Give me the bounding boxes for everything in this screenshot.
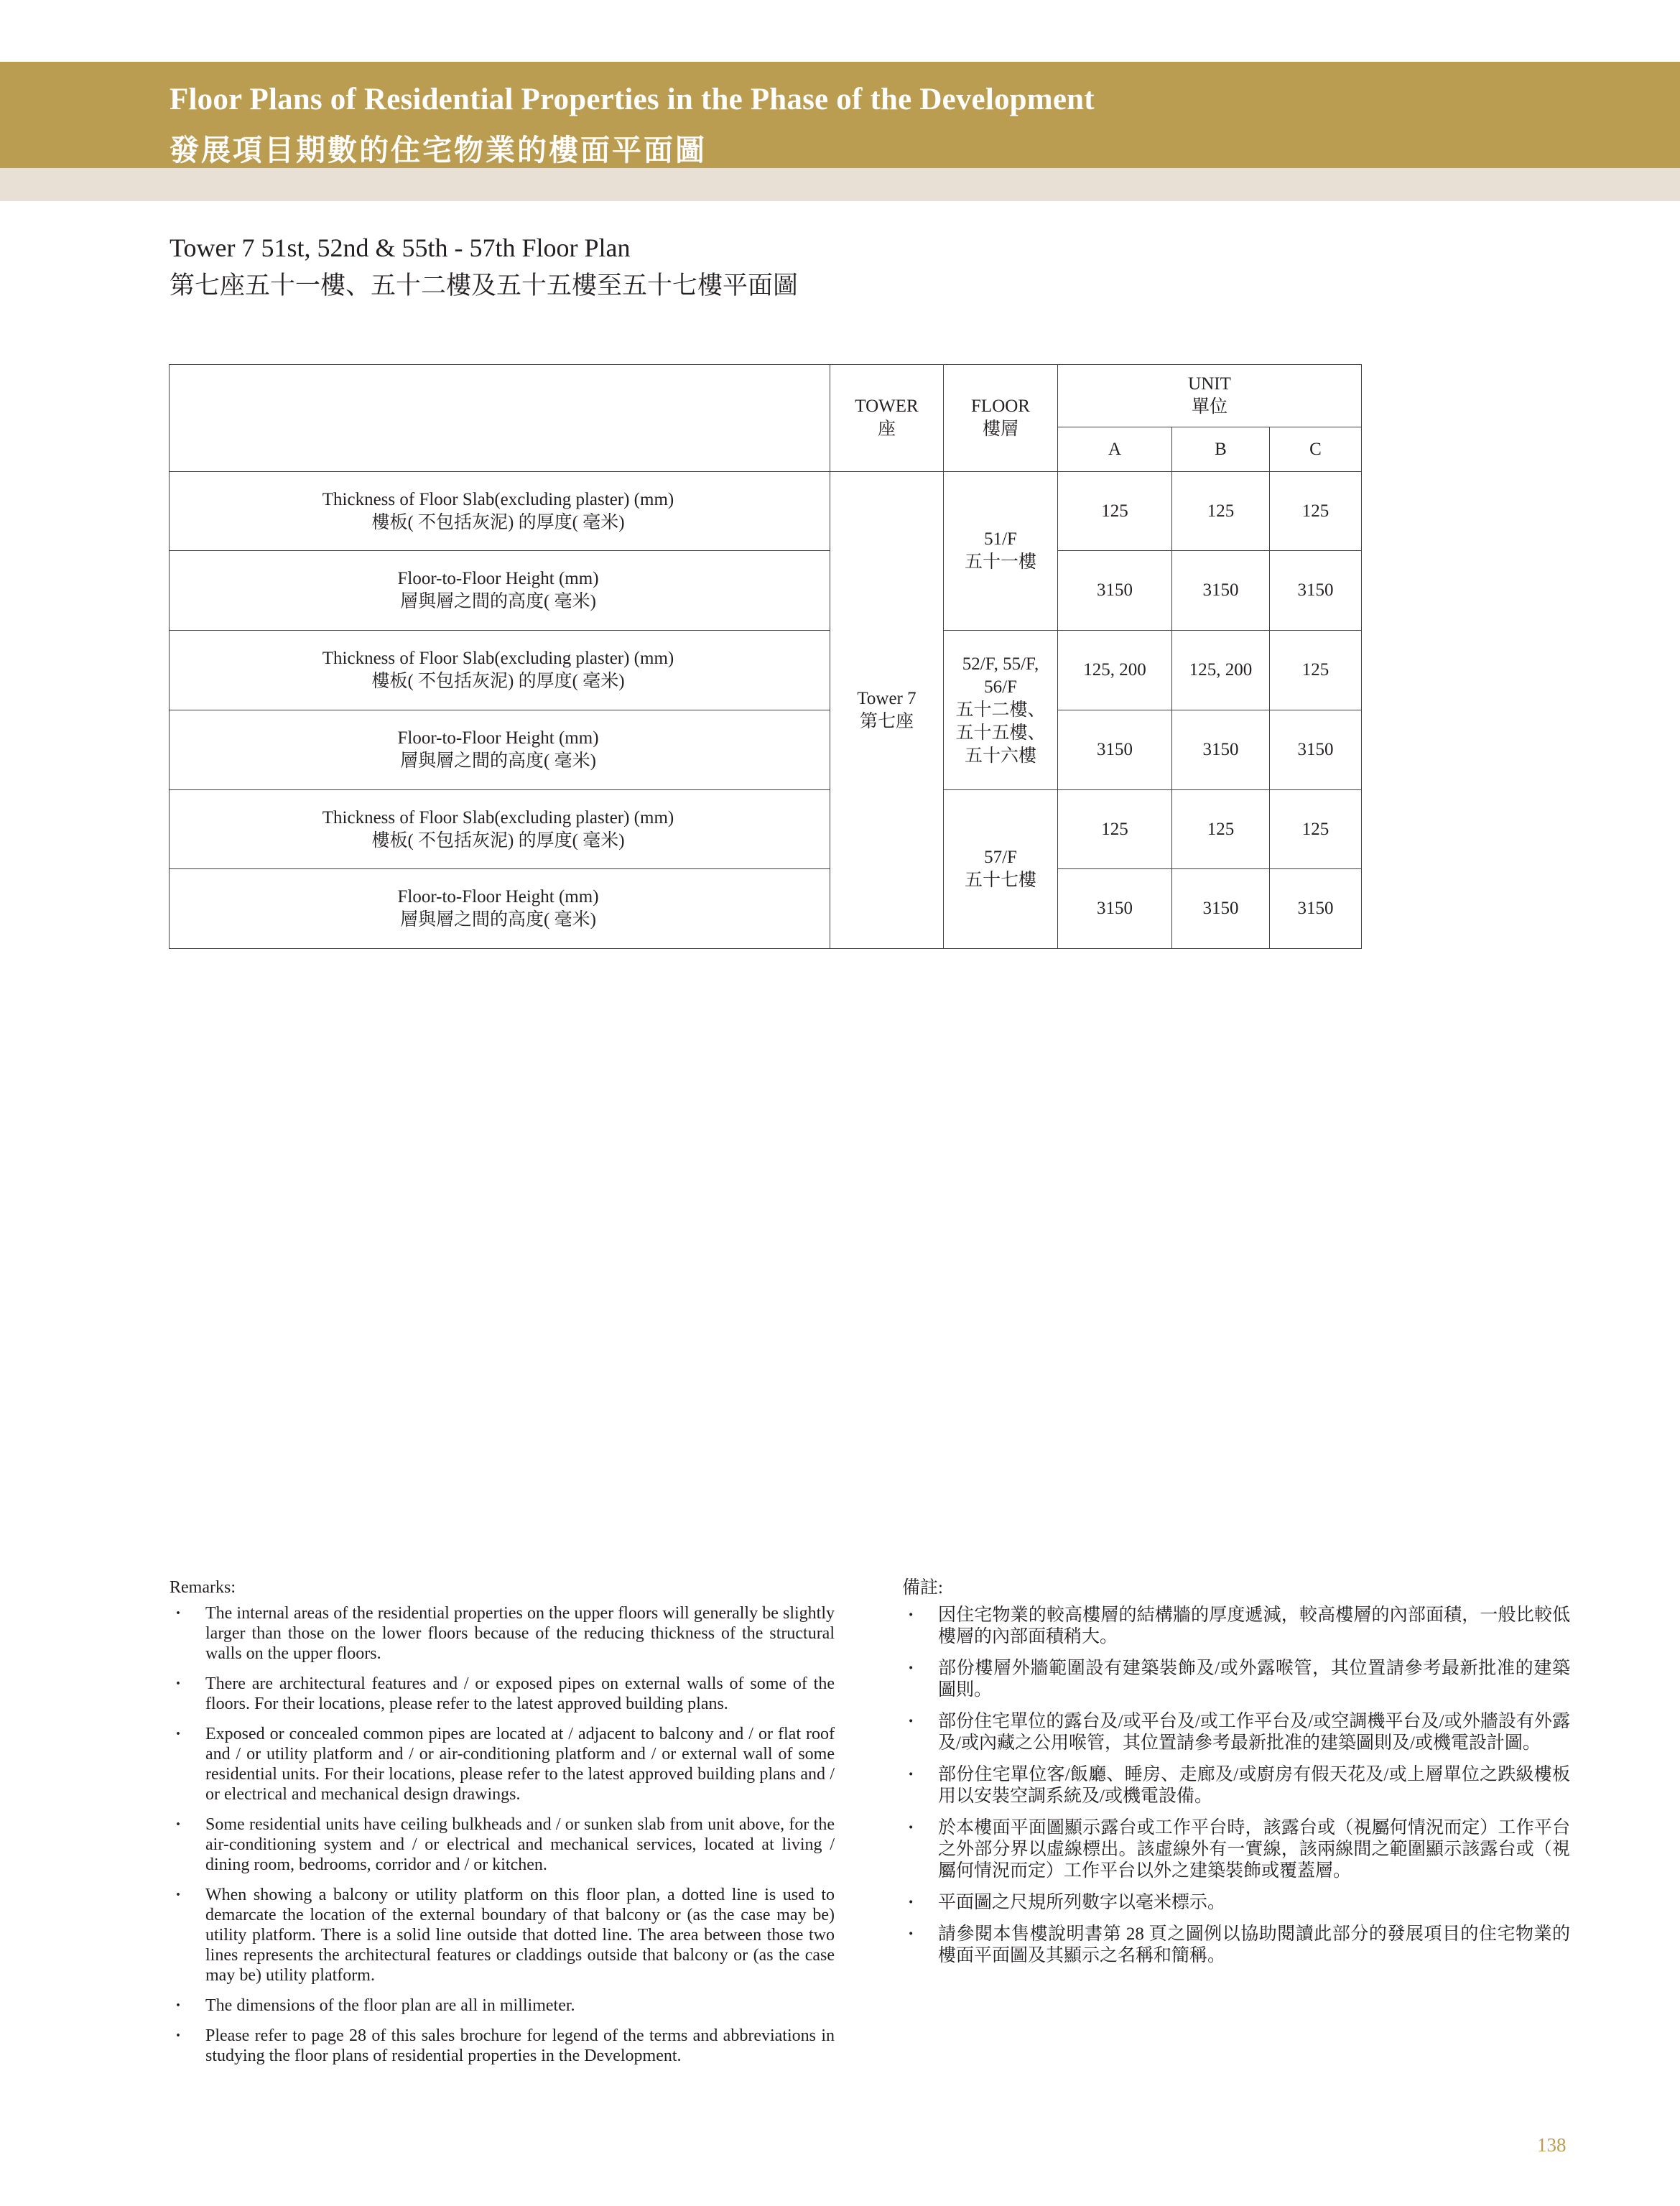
slab-51-b: 125 [1172,472,1270,551]
list-item: · 部份住宅單位客/飯廳、睡房、走廊及/或廚房有假天花及/或上層單位之跌級樓板用以安裝空調系統及/或機電設備。 [902,1764,1570,1807]
section-title-zh: 發展項目期數的住宅物業的樓面平面圖 [170,134,707,167]
height-57-c: 3150 [1270,869,1362,949]
page-number: 138 [1537,2134,1567,2156]
plan-title-en: Tower 7 51st, 52nd & 55th - 57th Floor Plan [170,233,631,262]
header-sub-band [0,168,1680,201]
floor-52-zh-line1: 五十二樓、 [955,700,1046,720]
tower-cell [830,472,944,949]
floor-52-en-line1: 52/F, 55/F, [962,654,1039,674]
floor-57-zh: 五十七樓 [964,871,1036,890]
height-label-zh: 層與層之間的高度( 毫米) [400,751,596,771]
height-label-en: Floor-to-Floor Height (mm) [397,887,599,907]
slab-label-cell [170,631,830,710]
list-item: · Exposed or concealed common pipes are located at / adjacent to balcony and / or flat roof and / or utility platform and / or air-conditioning platform and / or external wall of some residential units. For their locations, please refer to the latest approved building plans and / or electrical and mechanical design drawings. [170,1724,835,1804]
slab-label-zh: 樓板( 不包括灰泥) 的厚度( 毫米) [371,830,625,851]
list-item: · When showing a balcony or utility platform on this floor plan, a dotted line is used to demarcate the location of the external boundary of that balcony or (as the case may be) utility platform. There is a solid line outside that dotted line. The area between those two lines represents the architectural features or claddings outside that balcony or (as the case may be) utility platform. [170,1885,835,1985]
list-item: · 平面圖之尺規所列數字以毫米標示。 [902,1892,1570,1914]
slab-52-c: 125 [1270,631,1362,710]
tower-header-en: TOWER [855,397,919,416]
slab-52-b: 125, 200 [1172,631,1270,710]
floor-header-en: FLOOR [971,397,1030,416]
table-row [170,631,1362,710]
height-51-a: 3150 [1058,551,1172,631]
unit-a-header: A [1058,427,1172,472]
list-item: · Please refer to page 28 of this sales brochure for legend of the terms and abbreviations in studying the floor plans of residential properties in the Development. [170,2026,835,2066]
slab-57-a: 125 [1058,790,1172,869]
list-item: · 部份樓層外牆範圍設有建築裝飾及/或外露喉管，其位置請參考最新批准的建築圖則。 [902,1658,1570,1701]
header-blank-cell [170,365,830,472]
unit-header-cell [1058,365,1362,427]
slab-52-a: 125, 200 [1058,631,1172,710]
height-57-b: 3150 [1172,869,1270,949]
height-label-zh: 層與層之間的高度( 毫米) [400,910,596,930]
floor-header-cell [944,365,1058,472]
slab-label-zh: 樓板( 不包括灰泥) 的厚度( 毫米) [371,672,625,691]
floor-header-zh: 樓層 [982,420,1018,439]
list-item: · The dimensions of the floor plan are all in millimeter. [170,1996,835,2016]
floor-spec-table [169,364,1362,949]
slab-label-cell [170,472,830,551]
section-title-en: Floor Plans of Residential Properties in the Phase of the Development [170,83,1095,116]
floor-cell-57 [944,790,1058,949]
floor-cell-51 [944,472,1058,631]
height-label-en: Floor-to-Floor Height (mm) [397,728,599,748]
height-57-a: 3150 [1058,869,1172,949]
remarks-zh [902,1577,1570,1977]
slab-label-en: Thickness of Floor Slab(excluding plaster) (mm) [322,649,674,668]
height-51-b: 3150 [1172,551,1270,631]
height-52-b: 3150 [1172,710,1270,790]
tower-header-cell [830,365,944,472]
unit-header-zh: 單位 [1191,397,1227,417]
height-label-zh: 層與層之間的高度( 毫米) [400,592,596,611]
height-51-c: 3150 [1270,551,1362,631]
unit-header-en: UNIT [1188,374,1231,394]
height-label-cell [170,869,830,949]
unit-b-header: B [1172,427,1270,472]
remarks-list-en [170,1603,835,2066]
height-label-cell [170,551,830,631]
slab-57-c: 125 [1270,790,1362,869]
table-row [170,551,1362,631]
list-item: · 因住宅物業的較高樓層的結構牆的厚度遞減，較高樓層的內部面積，一般比較低樓層的內部面積稍大。 [902,1605,1570,1648]
slab-51-c: 125 [1270,472,1362,551]
height-label-en: Floor-to-Floor Height (mm) [397,569,599,588]
remarks-en [170,1577,835,2076]
tower-name-en: Tower 7 [857,688,916,708]
tower-header-zh: 座 [877,420,896,439]
slab-51-a: 125 [1058,472,1172,551]
remarks-list-zh [902,1605,1570,1967]
remarks-title-zh: 備註: [902,1578,943,1598]
list-item: · Some residential units have ceiling bulkheads and / or sunken slab from unit above, for the air-conditioning system and / or electrical and mechanical services, located at living / dining room, bedrooms, corridor and / or kitchen. [170,1815,835,1875]
floor-cell-52-55-56 [944,631,1058,790]
table-row [170,869,1362,949]
table-row [170,790,1362,869]
slab-label-cell [170,790,830,869]
list-item: · 部份住宅單位的露台及/或平台及/或工作平台及/或空調機平台及/或外牆設有外露及/或內藏之公用喉管，其位置請參考最新批准的建築圖則及/或機電設計圖。 [902,1711,1570,1754]
slab-label-en: Thickness of Floor Slab(excluding plaster) (mm) [322,489,674,509]
remarks-title-en: Remarks: [170,1578,236,1597]
slab-57-b: 125 [1172,790,1270,869]
list-item: · 於本樓面平面圖顯示露台或工作平台時，該露台或（視屬何情況而定）工作平台之外部分界以虛線標出。該虛線外有一實線，該兩線間之範圍顯示該露台或（視屬何情況而定）工作平台以外之建築裝飾或覆蓋層。 [902,1817,1570,1882]
unit-c-header: C [1270,427,1362,472]
tower-name-zh: 第七座 [859,711,914,731]
floor-51-zh: 五十一樓 [964,552,1036,572]
floor-57-en: 57/F [984,848,1017,867]
table-header-row [170,365,1362,427]
plan-title-zh: 第七座五十一樓、五十二樓及五十五樓至五十七樓平面圖 [170,272,799,300]
slab-label-en: Thickness of Floor Slab(excluding plaster) (mm) [322,807,674,828]
floor-52-zh-line3: 五十六樓 [964,746,1036,766]
list-item: · There are architectural features and / or exposed pipes on external walls of some of the floors. For their locations, please refer to the latest approved building plans. [170,1674,835,1714]
height-label-cell [170,710,830,790]
list-item: · The internal areas of the residential properties on the upper floors will generally be slightly larger than those on the lower floors because of the reducing thickness of the structural walls on the upper floors. [170,1603,835,1664]
height-52-a: 3150 [1058,710,1172,790]
table-row [170,472,1362,551]
floor-52-zh-line2: 五十五樓、 [955,723,1046,743]
floor-52-en-line2: 56/F [984,677,1017,697]
height-52-c: 3150 [1270,710,1362,790]
table-row [170,710,1362,790]
floor-51-en: 51/F [984,529,1017,549]
list-item: · 請參閱本售樓說明書第 28 頁之圖例以協助閱讀此部分的發展項目的住宅物業的樓面平面圖及其顯示之名稱和簡稱。 [902,1924,1570,1967]
slab-label-zh: 樓板( 不包括灰泥) 的厚度( 毫米) [371,512,625,532]
